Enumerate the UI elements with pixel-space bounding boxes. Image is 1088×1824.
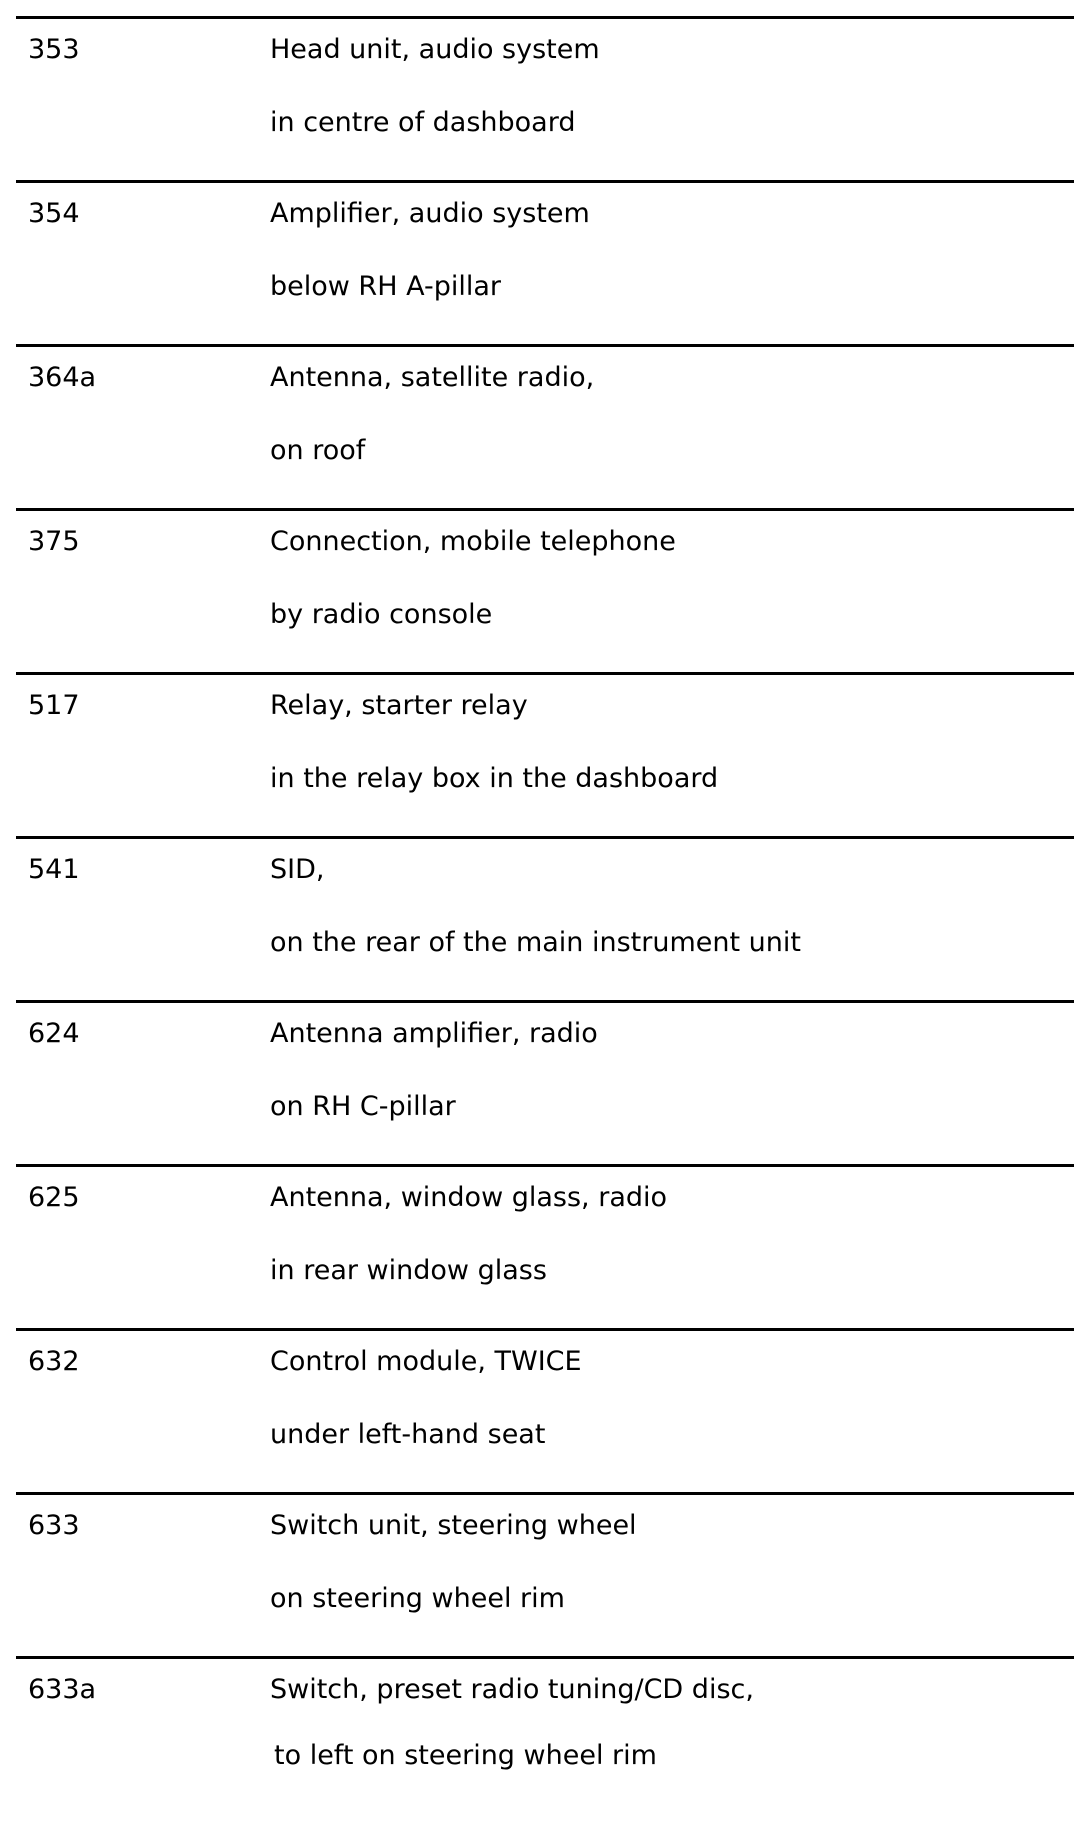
table-row (16, 344, 1074, 508)
table-row (16, 836, 1074, 1000)
component-code: 624 (28, 1018, 80, 1049)
component-description: Antenna, window glass, radio (270, 1182, 668, 1213)
component-description: Antenna, satellite radio, (270, 362, 595, 393)
component-location: in rear window glass (270, 1255, 547, 1286)
component-description: Relay, starter relay (270, 690, 528, 721)
table-row (16, 1492, 1074, 1656)
component-code: 541 (28, 854, 80, 885)
component-description: Antenna amplifier, radio (270, 1018, 598, 1049)
component-description: Amplifier, audio system (270, 198, 590, 229)
component-location: to left on steering wheel rim (274, 1740, 657, 1771)
table-row (16, 1656, 1074, 1820)
component-description: Switch unit, steering wheel (270, 1510, 637, 1541)
component-code: 633 (28, 1510, 80, 1541)
component-description: Control module, TWICE (270, 1346, 582, 1377)
component-description: Switch, preset radio tuning/CD disc, (270, 1674, 754, 1705)
component-location: on RH C-pillar (270, 1091, 456, 1122)
component-code: 517 (28, 690, 80, 721)
component-code: 625 (28, 1182, 80, 1213)
component-location: in the relay box in the dashboard (270, 763, 719, 794)
component-location: on steering wheel rim (270, 1583, 565, 1614)
table-row (16, 16, 1074, 180)
component-code: 375 (28, 526, 80, 557)
component-code: 364a (28, 362, 97, 393)
component-location: under left-hand seat (270, 1419, 546, 1450)
component-code: 632 (28, 1346, 80, 1377)
component-location: by radio console (270, 599, 493, 630)
table-row (16, 672, 1074, 836)
component-code: 354 (28, 198, 80, 229)
component-description: Connection, mobile telephone (270, 526, 676, 557)
table-row (16, 180, 1074, 344)
table-row (16, 508, 1074, 672)
component-table (16, 16, 1074, 1820)
component-code: 633a (28, 1674, 97, 1705)
component-location: below RH A-pillar (270, 271, 501, 302)
component-description: Head unit, audio system (270, 34, 600, 65)
component-location: on roof (270, 435, 366, 466)
table-row (16, 1000, 1074, 1164)
component-code: 353 (28, 34, 80, 65)
table-row (16, 1328, 1074, 1492)
table-row (16, 1164, 1074, 1328)
component-description: SID, (270, 854, 325, 885)
component-location: in centre of dashboard (270, 107, 576, 138)
component-location: on the rear of the main instrument unit (270, 927, 801, 958)
